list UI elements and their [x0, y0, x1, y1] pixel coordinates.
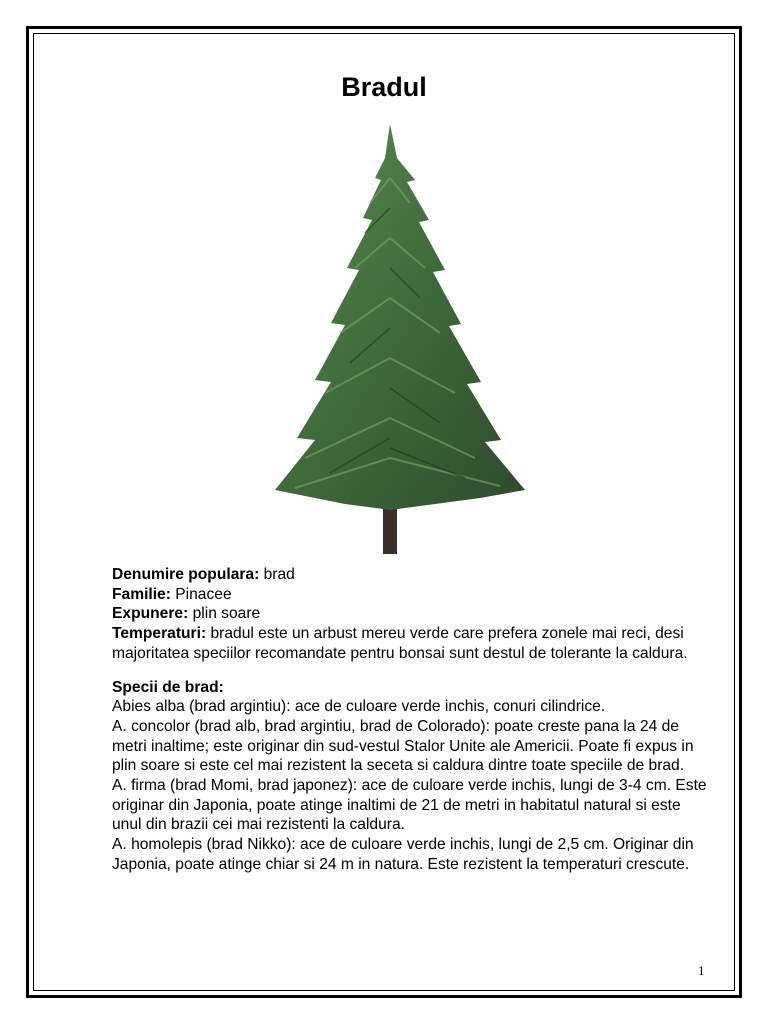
fir-tree-image: [235, 118, 555, 554]
field-exposure: Expunere: plin soare: [112, 605, 261, 623]
species-heading: Specii de brad:: [112, 678, 224, 696]
species-item: A. concolor (brad alb, brad argintiu, brad de Colorado): poate creste pana la 24 de metri inaltime; este originar din sud-vestul Stalor Unite ale Americii. Poate fi expus in plin soare si este cel mai rezistent la seceta si caldura dintre toate speciile de brad.: [112, 717, 694, 775]
field-family: Familie: Pinacee: [112, 585, 232, 603]
page-number: 1: [698, 963, 705, 978]
species-item: A. homolepis (brad Nikko): ace de culoare verde inchis, lungi de 2,5 cm. Originar din Japonia, poate atinge chiar si 24 m in natura. Este rezistent la temperaturi crescute.: [112, 836, 694, 873]
field-temperatures: Temperaturi: bradul este un arbust mereu verde care prefera zonele mai reci, desi majoritatea speciilor recomandate pentru bonsai sunt destul de tolerante la caldura.: [112, 625, 688, 662]
page-title: Bradul: [341, 72, 427, 102]
species-item: Abies alba (brad argintiu): ace de culoare verde inchis, conuri cilindrice.: [112, 698, 606, 716]
species-item: A. firma (brad Momi, brad japonez): ace de culoare verde inchis, lungi de 3-4 cm. Este originar din Japonia, poate atinge inaltimi de 21 de metri in habitatul natural si este unul din brazii cei mai rezistenti la caldura.: [112, 777, 707, 834]
field-popular-name: Denumire populara: brad: [112, 566, 295, 583]
document-body: [112, 565, 712, 875]
